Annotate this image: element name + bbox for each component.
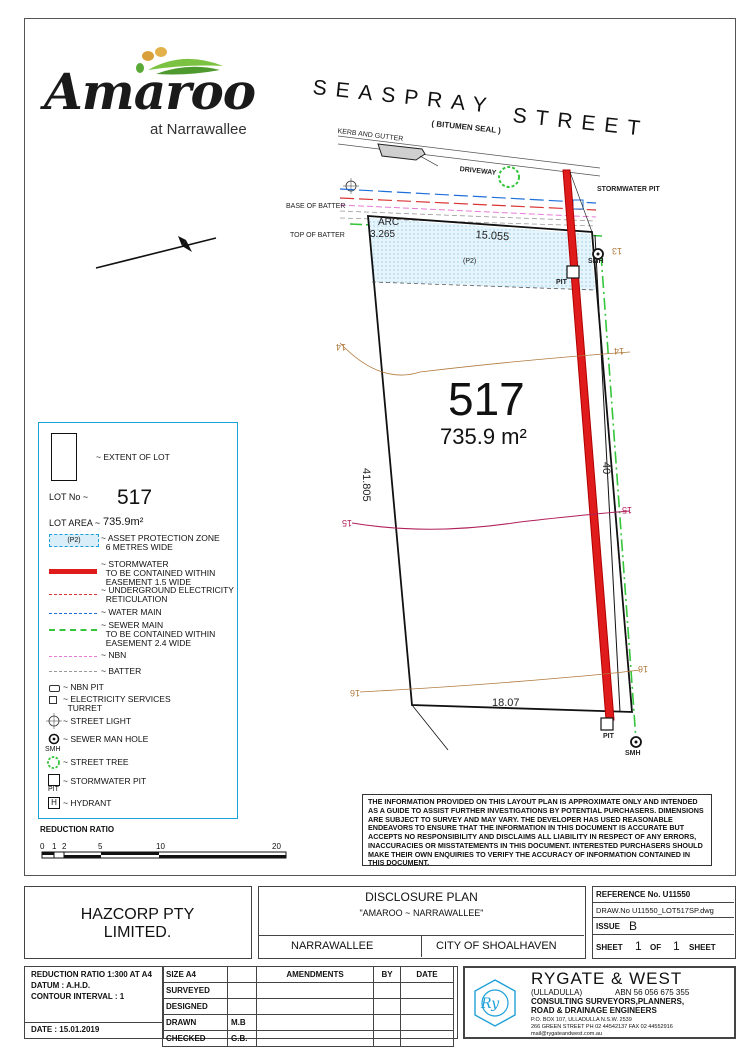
contour-15 [352, 511, 630, 529]
street-surface: ( BITUMEN SEAL ) [431, 119, 502, 136]
amendments-header: AMENDMENTS [257, 967, 374, 983]
legend-nbn: ~ NBN [101, 650, 127, 660]
left-side-dimension: 41.805 [360, 468, 372, 502]
firm-box [463, 966, 736, 1039]
legend-lot-no-label: LOT No ~ [49, 492, 89, 502]
smh-label-top: SMH [588, 258, 604, 265]
arc-label: ARC [378, 217, 400, 228]
firm-address2: 266 GREEN STREET PH 02 44542137 FAX 02 44552916 [531, 1024, 673, 1030]
logo-subtitle: at Narrawallee [150, 121, 247, 138]
legend-lot-area-label: LOT AREA ~ [49, 518, 101, 528]
firm-line1: CONSULTING SURVEYORS,PLANNERS, [531, 997, 685, 1006]
legend-pit-tag: PIT [48, 786, 59, 793]
reference-number: REFERENCE No. U11550 [596, 890, 691, 899]
locality-name: NARRAWALLEE [291, 940, 374, 952]
nbn-pit [573, 200, 583, 209]
drawn-label: DRAWN [163, 1015, 228, 1031]
base-of-batter-label: BASE OF BATTER [286, 203, 346, 210]
contour-15-label-right: 15 [622, 505, 633, 515]
pit-label-top: PIT [556, 279, 567, 286]
contour-15-label-left: 15 [342, 518, 353, 528]
reference-box [592, 886, 736, 959]
nbn-pit-icon [49, 685, 60, 692]
legend-batter-swatch [49, 671, 97, 672]
legend-extent: ~ EXTENT OF LOT [96, 452, 170, 462]
street-tree [499, 167, 519, 187]
scale-tick-20: 20 [272, 842, 281, 851]
arc-value: 3.265 [370, 229, 396, 240]
plan-title: DISCLOSURE PLAN [365, 890, 478, 904]
driveway-label: DRIVEWAY [459, 166, 497, 177]
disclaimer-notice: THE INFORMATION PROVIDED ON THIS LAYOUT PLAN IS APPROXIMATE ONLY AND INTENDED AS A GUIDE TO ASSIST FURTHER INVESTIGATIONS BY POTENTIAL PURCHASERS. DIMENSIONS ARE SUBJECT TO SURVEY AND MAY VARY. THE DEVELOPER HAS USED REASONABLE ENDEAVORS TO ENSURE THAT THE INFORMATION IN THIS DOCUMENT IS ACCURATE BUT ACCEPTS NO RESPONSIBILITY AND DISCLAIMS ALL LIABILITY IN RESPECT OF ANY ERRORS, INACCURACIES OR MISSTATEMENTS IN THIS DOCUMENT. INTERESTED PURCHASERS SHOULD MAKE THEIR OWN ENQUIRIES TO VERIFY THE ACCURACY OF INFORMATION CONTAINED IN THIS DOCUMENT. [362, 794, 712, 866]
top-of-batter-label: TOP OF BATTER [290, 232, 345, 239]
stormwater-pit-bottom [601, 718, 613, 730]
stormwater-pit-icon [48, 774, 60, 786]
firm-branch: (ULLADULLA) [531, 988, 583, 997]
issue-label: ISSUE [596, 922, 621, 931]
meta-reduction: REDUCTION RATIO 1:300 AT A4 [31, 970, 152, 979]
scale-tick-5: 5 [98, 842, 103, 851]
smh-label-bottom: SMH [625, 750, 641, 757]
p2-label: (P2) [463, 258, 477, 265]
legend-electricity-swatch [49, 594, 97, 595]
legend-stormwater: ~ STORMWATER TO BE CONTAINED WITHIN EASEMENT 1.5 WIDE [101, 559, 216, 587]
firm-abn: ABN 56 056 675 355 [615, 988, 690, 997]
contour-16-label-left: 16 [350, 688, 361, 698]
street-tree-icon [46, 755, 61, 770]
street-name-part1: SEASPRAY [311, 76, 497, 119]
firm-address1: P.O. BOX 107, ULLADULLA N.S.W. 2539 [531, 1017, 632, 1023]
lot-number: 517 [448, 373, 525, 425]
client-name: HAZCORP PTY LIMITED. [80, 906, 195, 941]
legend-smh-tag: SMH [45, 746, 61, 753]
electricity-line [340, 198, 596, 210]
street-name-part2: STREET [511, 104, 651, 142]
rear-dimension: 18.07 [492, 697, 520, 709]
date-header: DATE [401, 967, 454, 983]
extent-of-lot-symbol [51, 433, 77, 481]
meta-box [24, 966, 458, 1043]
kerb-label: KERB AND GUTTER [337, 128, 404, 144]
hydrant-icon: H [48, 797, 60, 809]
water-main-line [340, 189, 596, 203]
contour-13-label: 13 [612, 246, 623, 256]
legend-hydrant: ~ HYDRANT [63, 798, 112, 808]
right-side-dimension: 40 [600, 462, 612, 475]
stormwater-pit-top [567, 266, 579, 278]
scale-tick-0: 0 [40, 842, 45, 851]
firm-name: RYGATE & WEST [531, 969, 683, 988]
firm-line2: ROAD & DRAINAGE ENGINEERS [531, 1006, 657, 1015]
boundary-extension [412, 705, 448, 750]
checked-label: CHECKED [163, 1031, 228, 1047]
legend-nbn-swatch [49, 656, 97, 657]
legend-electricity: ~ UNDERGROUND ELECTRICITY RETICULATION [101, 585, 234, 604]
scale-tick-2: 2 [62, 842, 67, 851]
scale-tick-10: 10 [156, 842, 165, 851]
scale-title: REDUCTION RATIO [40, 825, 115, 834]
lot-area: 735.9 m² [440, 424, 527, 449]
contour-14-label-right: 14 [614, 346, 625, 356]
legend-street-tree: ~ STREET TREE [63, 757, 129, 767]
legend-elec-turret: ~ ELECTRICITY SERVICES TURRET [63, 694, 171, 713]
sheet-label-2: SHEET [689, 943, 716, 952]
plan-subtitle: "AMAROO ~ NARRAWALLEE" [359, 908, 484, 918]
legend-street-light: ~ STREET LIGHT [63, 716, 132, 726]
legend-panel [38, 422, 238, 819]
meta-contour: CONTOUR INTERVAL : 1 [31, 992, 125, 1001]
issue-value: B [629, 919, 638, 933]
legend-batter: ~ BATTER [101, 666, 142, 676]
nbn-line [340, 205, 596, 217]
contour-16-label-right: 16 [638, 664, 649, 674]
street-light [343, 178, 359, 194]
firm-email: mail@rygateandwest.com.au [531, 1031, 603, 1037]
legend-sewer-swatch [49, 629, 97, 631]
legend-stormwater-pit: ~ STORMWATER PIT [63, 776, 147, 786]
client-box [24, 886, 252, 959]
size-cell: SIZE A4 [163, 967, 228, 983]
scale-tick-1: 1 [52, 842, 57, 851]
legend-water-swatch [49, 613, 97, 614]
pit-label-bottom: PIT [603, 733, 614, 740]
sheet-number: 1 [635, 939, 642, 953]
legend-lot-no-value: 517 [117, 486, 153, 509]
legend-water: ~ WATER MAIN [101, 607, 162, 617]
meta-date: DATE : 15.01.2019 [31, 1025, 100, 1034]
sheet-total: 1 [673, 939, 680, 953]
meta-datum: DATUM : A.H.D. [31, 981, 91, 990]
checked-by: G.B. [228, 1031, 257, 1047]
legend-sewer-manhole: ~ SEWER MAN HOLE [63, 734, 149, 744]
sewer-manhole-bottom [631, 737, 641, 747]
drawn-by: M.B [228, 1015, 257, 1031]
sign-off-table [162, 966, 454, 1047]
designed-label: DESIGNED [163, 999, 228, 1015]
drawing-number: DRAW.No U11550_LOT517SP.dwg [596, 906, 714, 915]
sheet-label: SHEET [596, 943, 623, 952]
logo-wordmark: Amaroo [44, 62, 256, 121]
council-name: CITY OF SHOALHAVEN [436, 940, 557, 952]
plan-box [258, 886, 586, 959]
surveyed-label: SURVEYED [163, 983, 228, 999]
firm-monogram: Ry [481, 996, 500, 1012]
by-header: BY [374, 967, 401, 983]
contour-16 [360, 670, 640, 692]
driveway-culvert [378, 144, 425, 160]
legend-apz: ~ ASSET PROTECTION ZONE 6 METRES WIDE [101, 533, 220, 552]
sewer-manhole-icon [48, 733, 60, 745]
legend-nbn-pit: ~ NBN PIT [63, 682, 104, 692]
street-light-icon [45, 712, 63, 730]
frontage-dimension: 15.055 [475, 229, 510, 244]
electricity-turret-icon [49, 696, 57, 704]
legend-lot-area-value: 735.9m² [103, 516, 144, 528]
stormwater-pit-label: STORMWATER PIT [597, 186, 660, 193]
legend-stormwater-swatch [49, 569, 97, 574]
scale-bar [40, 850, 290, 862]
legend-sewer: ~ SEWER MAIN TO BE CONTAINED WITHIN EASEMENT 2.4 WIDE [101, 620, 216, 648]
of-label: OF [650, 943, 662, 952]
contour-14-label-left: 14 [336, 342, 347, 352]
legend-apz-swatch: (P2) [49, 534, 99, 547]
